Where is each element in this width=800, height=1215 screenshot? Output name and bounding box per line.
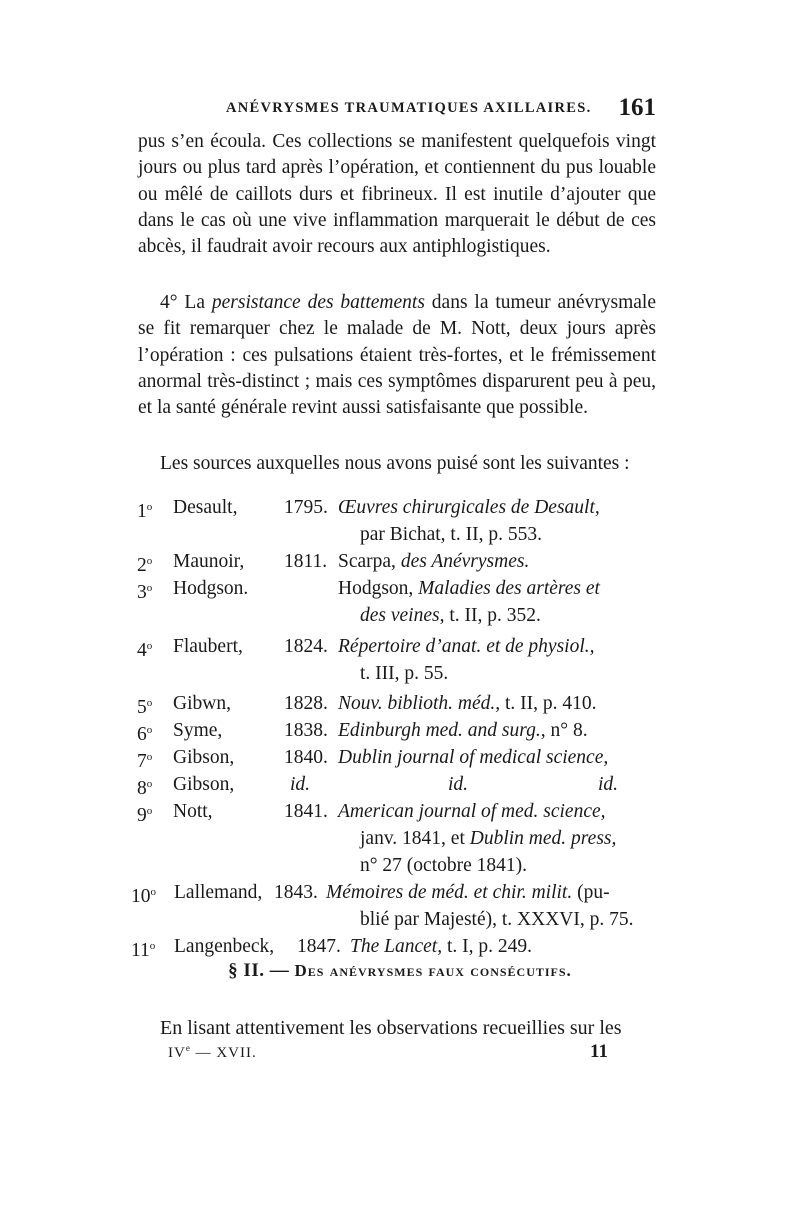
reference-item xyxy=(0,575,800,602)
reference-author: Hodgson. xyxy=(173,578,249,599)
reference-author: Lallemand, xyxy=(174,882,263,903)
section-title: Des anévrysmes faux consécutifs. xyxy=(294,961,572,980)
reference-number: 10$^o$ xyxy=(131,886,156,907)
reference-year: 1847. xyxy=(297,936,341,957)
reference-item xyxy=(0,717,800,744)
reference-title: Mémoires de méd. et chir. milit. (pu- xyxy=(326,882,610,903)
reference-year: 1838. xyxy=(284,720,328,741)
reference-title: Hodgson, Maladies des artères et xyxy=(338,578,600,599)
reference-continuation-text: janv. 1841, et Dublin med. press, xyxy=(360,828,617,849)
reference-title: Nouv. biblioth. méd., t. II, p. 410. xyxy=(338,693,597,714)
sheet-number: 11 xyxy=(590,1041,608,1062)
reference-author: Desault, xyxy=(173,497,238,518)
reference-number: 2$^o$ xyxy=(137,555,153,576)
reference-continuation-text: t. III, p. 55. xyxy=(360,663,449,684)
page-footer xyxy=(168,1043,608,1067)
reference-number: 8$^o$ xyxy=(137,778,153,799)
reference-item xyxy=(0,771,800,798)
running-title: ANÉVRYSMES TRAUMATIQUES AXILLAIRES. xyxy=(226,100,592,116)
reference-ibid: id. xyxy=(448,774,469,795)
reference-item xyxy=(0,548,800,575)
reference-item xyxy=(0,494,800,521)
section-heading xyxy=(0,960,800,982)
paragraph-2-prefix: 4° La xyxy=(160,292,212,313)
reference-number: 4$^o$ xyxy=(137,640,153,661)
reference-year: 1824. xyxy=(284,636,328,657)
reference-author: Gibson, xyxy=(173,747,235,768)
reference-item xyxy=(0,633,800,660)
paragraph-last-line: En lisant attentivement les observations recueillies sur les xyxy=(160,1017,622,1039)
reference-number: 3$^o$ xyxy=(137,582,153,603)
reference-title: Œuvres chirurgicales de Desault, xyxy=(338,497,600,518)
reference-title: Répertoire d’anat. et de physiol., xyxy=(338,636,595,657)
signature-mark: IVe — XVII. xyxy=(168,1043,257,1061)
reference-continuation-text: n° 27 (octobre 1841). xyxy=(360,855,528,876)
reference-number: 11$^o$ xyxy=(131,940,156,961)
reference-author: Nott, xyxy=(173,801,213,822)
reference-title: Dublin journal of medical science, xyxy=(338,747,609,768)
reference-year: 1811. xyxy=(284,551,328,572)
reference-year: 1795. xyxy=(284,497,328,518)
reference-title: The Lancet, t. I, p. 249. xyxy=(350,936,532,957)
paragraph-2-rest: dans la tumeur anévrysmale se fit remarquer chez le malade de M. Nott, deux jours après l’opération : ces pulsations étaient très-fortes, et le frémissement anormal très-distinct ; mais ces symptômes disparurent peu à peu, et la santé générale revint aussi satisfaisante que possible. xyxy=(138,292,657,419)
reference-author: Maunoir, xyxy=(173,551,245,572)
reference-continuation-text: blié par Majesté), t. XXXVI, p. 75. xyxy=(360,909,634,930)
reference-author: Gibson, xyxy=(173,774,235,795)
reference-list xyxy=(0,494,800,960)
reference-item xyxy=(0,798,800,825)
reference-number: 9$^o$ xyxy=(137,805,153,826)
paragraph-2 xyxy=(138,290,656,421)
reference-continuation xyxy=(0,852,800,879)
reference-title: American journal of med. science, xyxy=(338,801,606,822)
page-number: 161 xyxy=(618,94,656,121)
reference-year: 1828. xyxy=(284,693,328,714)
reference-continuation xyxy=(0,660,800,687)
reference-year: 1841. xyxy=(284,801,328,822)
reference-continuation-text: des veines, t. II, p. 352. xyxy=(360,605,541,626)
paragraph-2-emphasis: persistance des battements xyxy=(211,292,425,313)
reference-ibid: id. xyxy=(598,774,619,795)
reference-title: Scarpa, des Anévrysmes. xyxy=(338,551,530,572)
reference-author: Langenbeck, xyxy=(174,936,275,957)
reference-item xyxy=(0,933,800,960)
reference-item xyxy=(0,690,800,717)
reference-continuation xyxy=(0,521,800,548)
reference-continuation xyxy=(0,602,800,629)
reference-ibid: id. xyxy=(290,774,311,795)
reference-author: Syme, xyxy=(173,720,223,741)
reference-continuation xyxy=(0,825,800,852)
reference-author: Gibwn, xyxy=(173,693,231,714)
paragraph-1: pus s’en écoula. Ces collections se manifestent quelquefois vingt jours ou plus tard après l’opération, et contiennent du pus louable ou mêlé de caillots durs et fibrineux. Il est inutile d’ajouter que dans le cas où une vive inflammation marquerait le début de ces abcès, il faudrait avoir recours aux antiphlogistiques. xyxy=(138,131,656,258)
reference-item xyxy=(0,744,800,771)
paragraph-3: Les sources auxquelles nous avons puisé sont les suivantes : xyxy=(160,453,630,474)
reference-year: 1840. xyxy=(284,747,328,768)
reference-year: 1843. xyxy=(274,882,318,903)
reference-title: Edinburgh med. and surg., n° 8. xyxy=(338,720,588,741)
reference-item xyxy=(0,879,800,906)
reference-continuation-text: par Bichat, t. II, p. 553. xyxy=(360,524,542,545)
page-header xyxy=(138,94,658,124)
reference-number: 6$^o$ xyxy=(137,724,153,745)
reference-author: Flaubert, xyxy=(173,636,243,657)
reference-number: 1$^o$ xyxy=(137,501,153,522)
reference-number: 7$^o$ xyxy=(137,751,153,772)
reference-number: 5$^o$ xyxy=(137,697,153,718)
section-symbol: § II. — xyxy=(228,960,295,981)
reference-continuation xyxy=(0,906,800,933)
